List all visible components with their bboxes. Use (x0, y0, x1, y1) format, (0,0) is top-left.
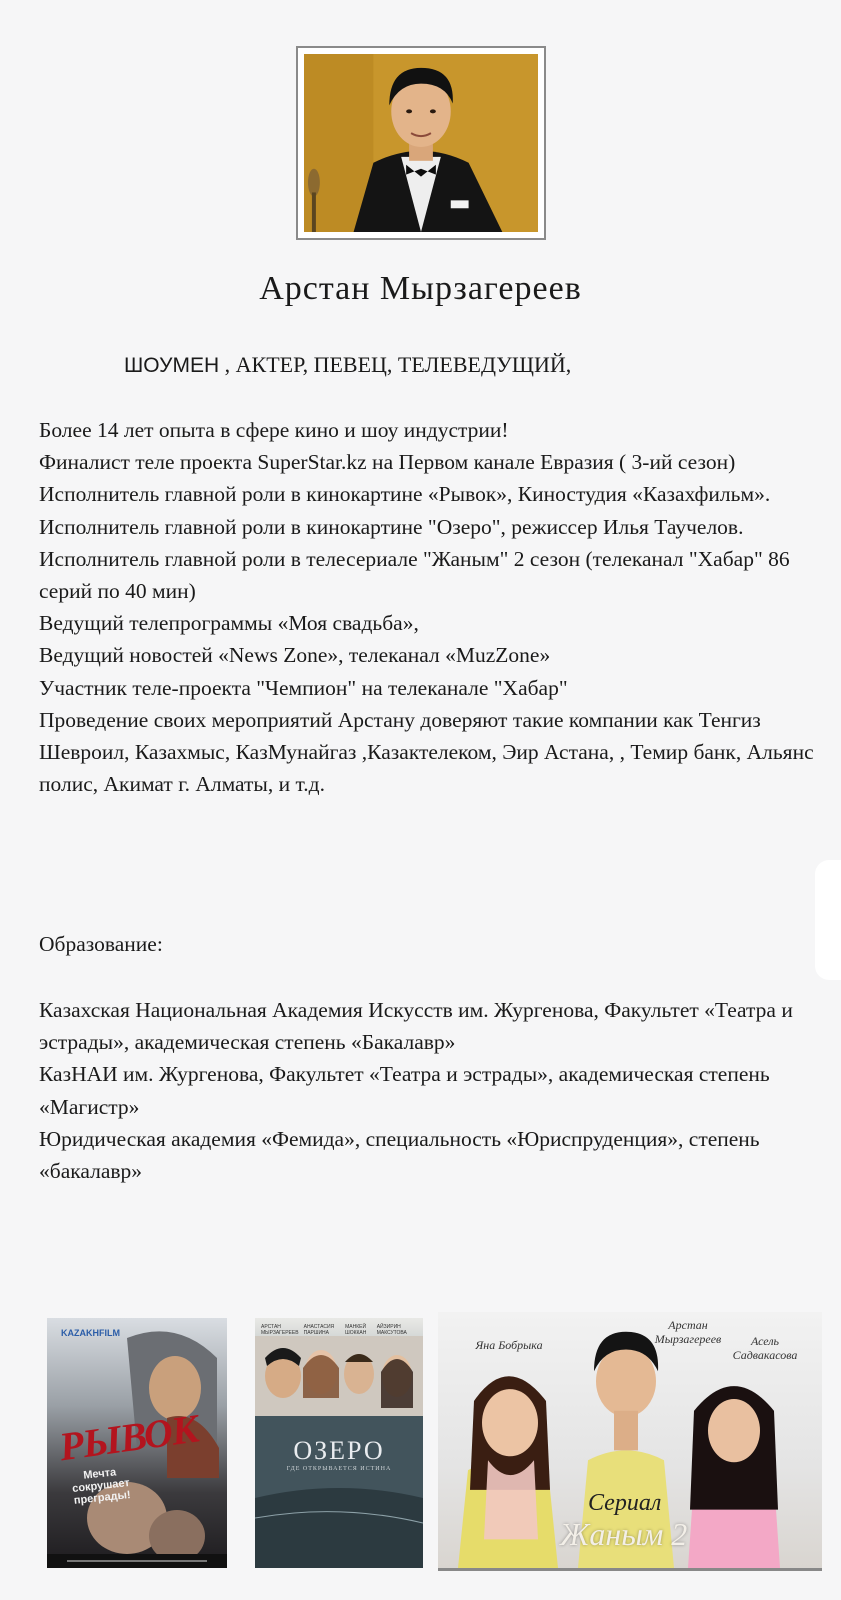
education-list (39, 994, 839, 1187)
biography (39, 414, 829, 800)
roles-rest: , АКТЕР, ПЕВЕЦ, ТЕЛЕВЕДУЩИЙ, (219, 352, 572, 377)
actor-label-right: Асель Садвакасова (732, 1334, 798, 1362)
poster-ozero-subtitle: ГДЕ ОТКРЫВАЕТСЯ ИСТИНА (286, 1466, 392, 1472)
actor-label-center: Арстан Мырзагереев (654, 1318, 722, 1346)
poster-zhanym-title: Жаным 2 (560, 1516, 688, 1552)
portrait-frame (296, 46, 546, 240)
education-item: Казахская Национальная Академия Искусств им. Жургенова, Факультет «Театра и эстрады», академическая степень «Бакалавр» (39, 998, 793, 1055)
bio-line: Ведущий телепрограммы «Моя свадьба», (39, 611, 419, 636)
bio-line: Финалист теле проекта SuperStar.kz на Первом канале Евразия ( 3-ий сезон) (39, 450, 736, 475)
bio-line: Исполнитель главной роли в кинокартине «Рывок», Киностудия «Казахфильм». (39, 482, 771, 507)
cast-name: МАНКЕЙ ШОККАН (345, 1324, 367, 1336)
cast-name: АЙЗИРИН МАКСУТОВА (376, 1324, 407, 1336)
poster-zhanym (438, 1312, 822, 1571)
portrait-illustration (304, 54, 538, 232)
poster-ryvok-title: РЫВОК (56, 1405, 201, 1470)
poster-ryvok-tagline: Мечта сокрушает преграды! (71, 1466, 132, 1507)
bio-line: Участник теле-проекта "Чемпион" на телеканале "Хабар" (39, 675, 568, 700)
bio-line: Ведущий новостей «News Zone», телеканал «MuzZone» (39, 643, 551, 668)
education-item: Юридическая академия «Фемида», специальность «Юриспруденция», степень «бакалавр» (39, 1126, 760, 1184)
poster-ozero-cast (261, 1324, 417, 1336)
education-item: КазНАИ им. Жургенова, Факультет «Театра и эстрады», академическая степень «Магистр» (39, 1062, 770, 1119)
person-roles (124, 352, 571, 378)
cast-name: АНАСТАСИЯ ПАРШИНА (303, 1324, 335, 1336)
role-showman: ШОУМЕН (124, 354, 220, 377)
kazakhfilm-logo: KAZAKHFILM (61, 1328, 120, 1338)
bio-line: Исполнитель главной роли в телесериале "Жаным" 2 сезон (телеканал "Хабар" 86 серий по 40 мин) (39, 546, 790, 604)
bio-line: Более 14 лет опыта в сфере кино и шоу индустрии! (39, 418, 509, 442)
education-title: Образование: (39, 932, 163, 956)
bio-line: Исполнитель главной роли в кинокартине "Озеро", режиссер Илья Таучелов. (39, 514, 744, 539)
poster-ozero-title: ОЗЕРО (293, 1436, 385, 1465)
poster-zhanym-serial: Сериал (588, 1490, 662, 1516)
person-name: Арстан Мырзагереев (259, 270, 582, 307)
edge-smudge (815, 860, 841, 980)
poster-ryvok (47, 1318, 227, 1568)
actor-label-left: Яна Бобрыка (475, 1338, 543, 1352)
portrait-photo (304, 54, 538, 232)
bio-line: Проведение своих мероприятий Арстану доверяют такие компании как Тенгиз Шевроил, Казахмыс, КазМунайгаз ,Казактелеком, Эир Астана, , Темир банк, Альянс полис, Акимат г. Алматы, и т.д. (39, 707, 814, 797)
poster-ozero (255, 1318, 423, 1568)
cast-name: АРСТАН МЫРЗАГЕРЕЕВ (261, 1324, 299, 1336)
